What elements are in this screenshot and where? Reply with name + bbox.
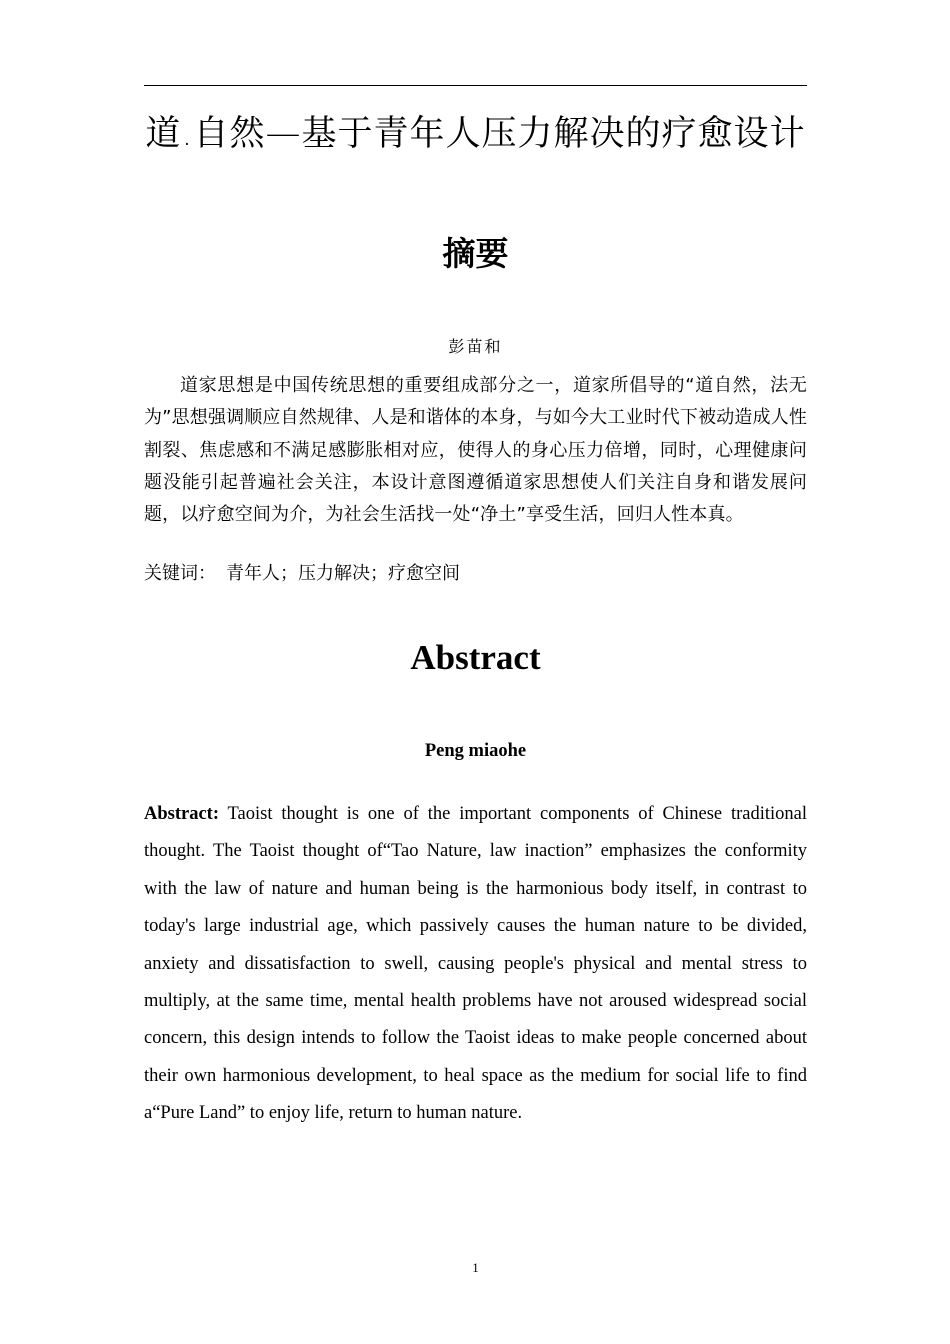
english-abstract-heading: Abstract xyxy=(410,638,541,677)
keywords-label: 关键词： xyxy=(144,563,216,584)
english-abstract-label: Abstract: xyxy=(144,804,220,824)
header-rule xyxy=(144,85,807,86)
english-author-name: Peng miaohe xyxy=(424,741,527,761)
paper-title: 道.自然—基于青年人压力解决的疗愈设计 xyxy=(145,114,806,154)
keywords-text: 青年人；压力解决；疗愈空间 xyxy=(226,563,460,584)
page-number: 1 xyxy=(472,1260,479,1275)
english-abstract-body xyxy=(144,796,807,1133)
english-abstract-text: Taoist thought is one of the important components of Chinese traditional thought. The Taoist thought of“Tao Nature, law inaction” emphasizes the conformity with the law of nature and human being is the harmonious body itself, in contrast to today's large industrial age, which passively causes the human nature to be divided, anxiety and dissatisfaction to swell, causing people's physical and mental stress to multiply, at the same time, mental health problems have not aroused widespread social concern, this design intends to follow the Taoist ideas to make people concerned about their own harmonious development, to heal space as the medium for social life to find a“Pure Land” to enjoy life, return to human nature. xyxy=(144,804,808,1124)
chinese-author-name: 彭苗和 xyxy=(448,337,503,356)
chinese-abstract-body: 道家思想是中国传统思想的重要组成部分之一，道家所倡导的“道自然，法无为”思想强调顺应自然规律、人是和谐体的本身，与如今大工业时代下被动造成人性割裂、焦虑感和不满足感膨胀相对应，使得人的身心压力倍增，同时，心理健康问题没能引起普遍社会关注，本设计意图遵循道家思想使人们关注自身和谐发展问题，以疗愈空间为介，为社会生活找一处“净土”享受生活，回归人性本真。 xyxy=(144,375,807,526)
chinese-abstract-heading: 摘要 xyxy=(442,234,509,273)
chinese-keywords xyxy=(144,561,807,587)
